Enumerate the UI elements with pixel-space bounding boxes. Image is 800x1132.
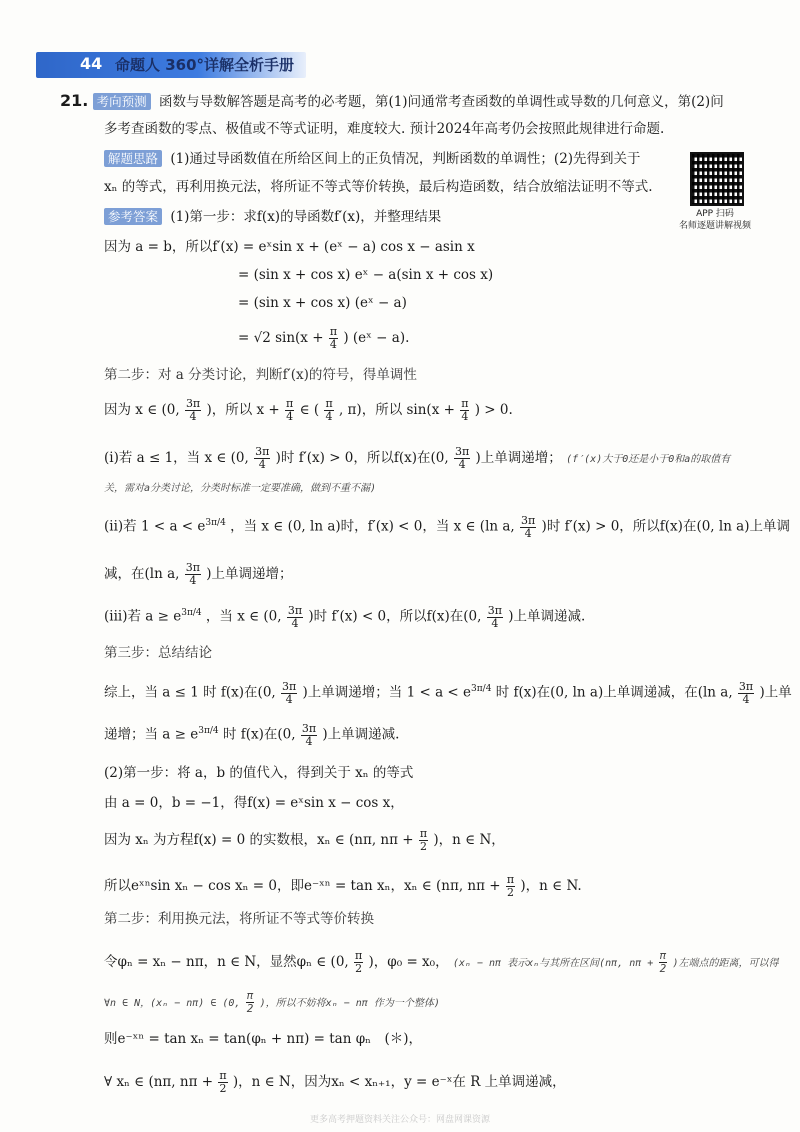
tag-idea: 解题思路 (104, 150, 162, 167)
fraction-3pi-4 (487, 605, 503, 630)
step-2-heading: 第二步：对 a 分类讨论，判断f′(x)的符号，得单调性 (104, 367, 417, 383)
frac-den: 4 (189, 574, 197, 587)
part2-line-3b: )，n ∈ N. (520, 878, 582, 894)
deriv-line-1: 因为 a = b，所以f′(x) = eˣsin x + (eˣ − a) cos x − asin x (104, 239, 475, 255)
fraction-pi-4 (329, 326, 338, 351)
case-3d: )上单调递减. (508, 608, 586, 625)
frac-num: 3π (454, 445, 470, 458)
question-number: 21. (60, 91, 89, 110)
part2-line-3 (104, 874, 582, 899)
fraction-3pi-4 (185, 398, 201, 423)
case-3b: ，当 x ∈ (0, (205, 608, 282, 625)
fraction-pi-2 (218, 1070, 227, 1095)
answer-line (104, 208, 441, 226)
frac-num: π (355, 949, 363, 962)
frac-num: π (219, 1069, 227, 1082)
domain-d: , π)，所以 sin(x + (338, 402, 455, 418)
page-number: 44 (80, 54, 103, 73)
fraction-3pi-4 (454, 446, 470, 471)
summary-1a: 综上，当 a ≤ 1 时 f(x)在(0, (104, 684, 276, 701)
deriv-line-2: = (sin x + cos x) eˣ − a(sin x + cos x) (238, 267, 494, 283)
domain-c: ∈ ( (299, 402, 320, 418)
part2-line-6a: ∀ xₙ ∈ (nπ, nπ + (104, 1074, 214, 1090)
exponent: 3π/4 (198, 726, 219, 736)
fraction-3pi-4 (738, 681, 754, 706)
frac-den: 4 (329, 338, 337, 351)
part2-line-2a: 因为 xₙ 为方程f(x) = 0 的实数根，xₙ ∈ (nπ, nπ + (104, 832, 414, 848)
deriv-line-4 (238, 326, 409, 351)
frac-den: 2 (419, 840, 427, 853)
handwritten-note-2c: ∀n ∈ N，(xₙ − nπ) ∈ (0, (104, 998, 241, 1009)
frac-den: 2 (355, 962, 363, 975)
fraction-pi-2 (246, 990, 255, 1015)
case-1 (104, 446, 730, 471)
fraction-pi-2 (659, 950, 668, 975)
summary-2b: 时 f(x)在(0, (222, 726, 296, 743)
idea-text-2: xₙ 的等式，再利用换元法，将所证不等式等价转换，最后构造函数，结合放缩法证明不等式. (104, 179, 653, 195)
qr-code-icon[interactable] (690, 152, 744, 206)
idea-text-1: (1)通过导函数值在所给区间上的正负情况，判断函数的单调性；(2)先得到关于 (170, 151, 641, 167)
handwritten-note-1a: (f′(x)大于0还是小于0和a的取值有 (566, 454, 731, 465)
part2-line-6 (104, 1070, 566, 1095)
frac-num: 3π (521, 513, 536, 527)
summary-1c: 时 f(x)在(0, ln a)上单调递减，在(ln a, (495, 684, 733, 701)
summary-1 (104, 680, 792, 706)
fraction-pi-2 (419, 828, 428, 853)
frac-num: 3π (185, 397, 201, 410)
part2-line-4b: )，φ₀ = x₀， (368, 954, 449, 970)
fraction-pi-2 (506, 874, 515, 899)
tag-answer: 参考答案 (104, 208, 162, 225)
handwritten-note-2a: (xₙ − nπ 表示xₙ与其所在区间(nπ, nπ + (452, 958, 654, 969)
fraction-3pi-4 (254, 446, 270, 471)
frac-num: π (286, 397, 294, 410)
frac-den: 4 (524, 526, 532, 540)
exponent: 3π/4 (205, 518, 226, 528)
part2-line-6b: )，n ∈ N，因为xₙ < xₙ₊₁，y = e⁻ˣ在 R 上单调递减， (232, 1074, 566, 1090)
part2-line-2b: )，n ∈ N， (433, 832, 505, 848)
fraction-pi-4 (460, 398, 469, 423)
frac-den: 4 (305, 734, 313, 748)
step-3-heading: 第三步：总结结论 (104, 645, 212, 661)
fraction-3pi-4 (287, 605, 303, 630)
part2-step1: (2)第一步：将 a，b 的值代入，得到关于 xₙ 的等式 (104, 765, 414, 781)
domain-b: )，所以 x + (206, 402, 280, 418)
domain-e: ) > 0. (474, 402, 513, 418)
summary-1b: )上单调递增；当 1 < a < e (302, 684, 472, 701)
frac-num: 3π (487, 603, 502, 617)
handwritten-note-2-line-2 (104, 990, 440, 1015)
domain-a: 因为 x ∈ (0, (104, 402, 180, 418)
frac-num: π (246, 989, 254, 1002)
frac-den: 4 (491, 616, 499, 630)
deriv-line-4b: ) (eˣ − a). (343, 330, 410, 346)
frac-num: π (506, 873, 515, 886)
case-2-cont (104, 562, 293, 587)
tag-trend: 考向预测 (93, 93, 151, 110)
case-2 (104, 514, 790, 540)
frac-den: 4 (291, 616, 299, 630)
frac-den: 2 (219, 1082, 227, 1095)
frac-den: 4 (325, 410, 333, 423)
frac-den: 2 (659, 962, 667, 975)
case-3c: )时 f′(x) < 0，所以f(x)在(0, (308, 608, 482, 625)
frac-den: 4 (458, 458, 466, 471)
qr-caption-2: 名师逐题讲解视频 (678, 221, 751, 231)
case-2a: (ii)若 1 < a < e (104, 518, 206, 535)
case-1a: (i)若 a ≤ 1，当 x ∈ (0, (104, 450, 249, 466)
question-trend-line-1 (60, 92, 724, 111)
part2-line-2 (104, 828, 505, 853)
frac-den: 4 (742, 692, 750, 706)
frac-den: 4 (461, 410, 469, 423)
fraction-pi-2 (354, 950, 363, 975)
fraction-3pi-4 (281, 681, 297, 706)
trend-text-2: 多考查函数的零点、极值或不等式证明，难度较大. 预计2024年高考仍会按照此规律进行命题. (104, 121, 665, 137)
fraction-3pi-4 (301, 723, 317, 748)
frac-num: π (461, 397, 469, 410)
answer-step-1: (1)第一步：求f(x)的导函数f′(x)，并整理结果 (170, 209, 442, 225)
case-2c: )时 f′(x) > 0，所以f(x)在(0, ln a)上单调 (541, 518, 790, 535)
case-2e: )上单调递增； (206, 566, 293, 582)
footer-watermark: 更多高考押题资料关注公众号：网盘网课资源 (309, 1115, 490, 1125)
frac-den: 4 (189, 410, 197, 423)
handwritten-note-1b: 关，需对a分类讨论，分类时标准一定要准确，做到不重不漏) (104, 483, 377, 494)
part2-line-4a: 令φₙ = xₙ − nπ，n ∈ N，显然φₙ ∈ (0, (104, 954, 349, 970)
case-3a: (iii)若 a ≥ e (104, 608, 182, 625)
deriv-line-3: = (sin x + cos x) (eˣ − a) (238, 295, 407, 311)
fraction-pi-4 (285, 398, 294, 423)
deriv-line-4a: = √2 sin(x + (238, 330, 324, 346)
frac-num: π (329, 325, 338, 338)
part2-line-1: 由 a = 0，b = −1，得f(x) = eˣsin x − cos x， (104, 795, 404, 811)
handwritten-note-2d: )，所以不妨将xₙ − nπ 作为一个整体) (259, 998, 440, 1009)
frac-num: π (325, 397, 333, 410)
fraction-3pi-4 (520, 515, 536, 540)
book-title: 命题人 360°详解全析手册 (115, 56, 295, 74)
summary-1d: )上单 (759, 684, 792, 701)
frac-num: 3π (282, 679, 297, 693)
frac-den: 2 (246, 1002, 254, 1015)
frac-den: 4 (258, 458, 266, 471)
frac-den: 4 (286, 410, 294, 423)
qr-caption-1: APP 扫码 (696, 209, 734, 219)
frac-num: 3π (738, 679, 754, 693)
fraction-pi-4 (324, 398, 333, 423)
case-1b: )时 f′(x) > 0，所以f(x)在(0, (275, 450, 449, 466)
frac-num: π (419, 827, 428, 840)
summary-2c: )上单调递减. (322, 726, 400, 743)
handwritten-note-2b: )左端点的距离，可以得 (672, 958, 779, 969)
summary-2 (104, 722, 399, 748)
fraction-3pi-4 (185, 562, 201, 587)
idea-line-1 (104, 150, 641, 168)
trend-text-1: 函数与导数解答题是高考的必考题，第(1)问通常考查函数的单调性或导数的几何意义，第(2)问 (158, 94, 724, 110)
frac-num: 3π (287, 603, 303, 617)
case-2d: 减，在(ln a, (104, 566, 180, 582)
exponent: 3π/4 (471, 684, 492, 694)
frac-num: 3π (255, 445, 270, 458)
case-3 (104, 604, 585, 630)
domain-line (104, 398, 513, 423)
part2-step2: 第二步：利用换元法，将所证不等式等价转换 (104, 911, 374, 927)
frac-num: 3π (301, 721, 317, 735)
part2-line-3a: 所以eˣⁿsin xₙ − cos xₙ = 0，即e⁻ˣⁿ = tan xₙ，xₙ ∈ (nπ, nπ + (104, 878, 501, 894)
frac-num: π (659, 949, 667, 962)
frac-num: 3π (185, 561, 200, 574)
part2-line-5: 则e⁻ˣⁿ = tan xₙ = tan(φₙ + nπ) = tan φₙ (＊)， (104, 1031, 423, 1047)
frac-den: 4 (285, 692, 293, 706)
case-2b: ，当 x ∈ (0, ln a)时，f′(x) < 0，当 x ∈ (ln a, (230, 518, 515, 535)
case-1c: )上单调递增； (475, 450, 562, 466)
part2-line-4 (104, 950, 779, 975)
exponent: 3π/4 (181, 608, 202, 618)
qr-caption (676, 208, 754, 232)
summary-2a: 递增；当 a ≥ e (104, 726, 199, 743)
frac-den: 2 (506, 886, 514, 899)
